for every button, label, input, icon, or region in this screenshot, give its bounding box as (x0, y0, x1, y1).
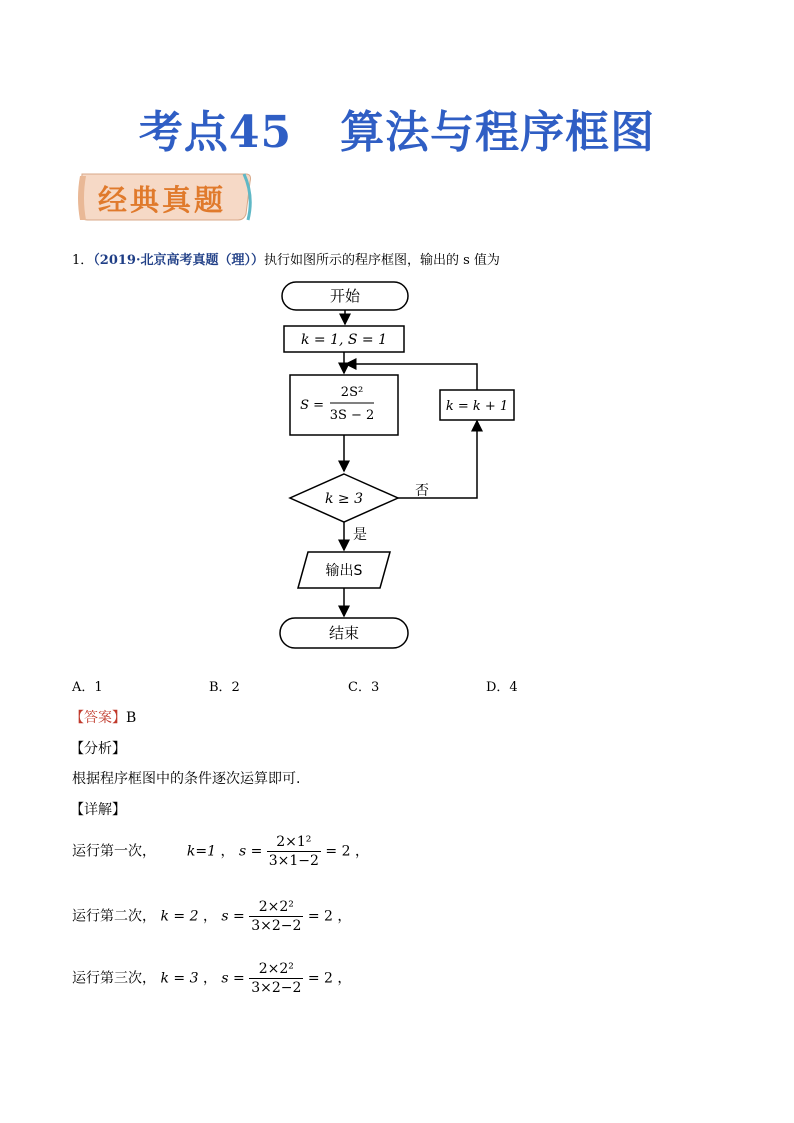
title-number: 45 (228, 107, 293, 158)
title-prefix: 考点 (138, 107, 229, 158)
flow-output-label: 输出S (325, 563, 363, 579)
run-result: = 2 (325, 843, 351, 860)
run-k: k=1 (186, 843, 217, 860)
flow-decision-label: k ≥ 3 (324, 491, 364, 507)
flow-yes-label: 是 (353, 527, 367, 543)
flow-no-label: 否 (415, 483, 429, 499)
flow-init-label: k = 1, S = 1 (300, 332, 388, 348)
analysis-tag: 【分析】 (70, 741, 126, 757)
run-k: k = 2 (160, 908, 199, 925)
flow-start-label: 开始 (329, 287, 361, 305)
run-numerator: 2×2² (249, 960, 303, 979)
run-label: 运行第一次， (72, 843, 156, 860)
analysis-text: 根据程序框图中的条件逐次运算即可. (72, 771, 301, 787)
flow-increment-label: k = k + 1 (445, 399, 509, 414)
title-topic: 算法与程序框图 (340, 107, 656, 158)
section-badge-label: 经典真题 (98, 183, 227, 217)
run-numerator: 2×2² (249, 898, 303, 917)
run-k: k = 3 (160, 970, 199, 987)
flow-end-label: 结束 (328, 624, 360, 642)
run-s: s = (221, 908, 245, 925)
page-title (0, 96, 794, 160)
option-c: C．3 (348, 680, 380, 695)
run-2: 运行第二次， k = 2 ， s = $\frac{\text{2×2²}}{3\times 2-2}$ = 2 ， (72, 899, 352, 934)
run-fraction (249, 898, 303, 935)
run-numerator: 2×1² (267, 833, 321, 852)
flowchart (270, 276, 530, 656)
run-end: ， (354, 843, 369, 860)
run-result: = 2 (307, 908, 333, 925)
answer-tag: 【答案】 (70, 710, 126, 726)
question-text: 执行如图所示的程序框图，输出的 s 值为 (264, 253, 500, 268)
run-denominator: 3×2−2 (251, 980, 302, 996)
run-s: s = (221, 970, 245, 987)
run-result: = 2 (307, 970, 333, 987)
flow-update-denominator: 3S − 2 (329, 408, 375, 423)
question-source: （2019·北京高考真题（理）） (93, 253, 264, 268)
option-a: A．1 (72, 680, 103, 695)
run-denominator: 3×1−2 (268, 853, 319, 869)
option-b: B．2 (209, 680, 240, 695)
run-end: ， (337, 908, 352, 925)
run-3: 运行第三次， k = 3 ， s = $\frac{\text{2×2²}}{3\times 2-2}$ = 2 ， (72, 961, 352, 996)
run-fraction (267, 833, 321, 870)
run-denominator: 3×2−2 (251, 918, 302, 934)
run-fraction (249, 960, 303, 997)
question-number: 1． (72, 253, 94, 268)
answer-line (70, 707, 136, 727)
question-line (72, 249, 500, 268)
flow-update-lhs: S = (300, 398, 324, 413)
detail-tag: 【详解】 (70, 802, 126, 818)
run-label: 运行第二次， (72, 908, 156, 925)
run-end: ， (337, 970, 352, 987)
answer-value: B (126, 710, 137, 726)
run-label: 运行第三次， (72, 970, 156, 987)
flow-update-numerator: 2S² (340, 385, 364, 400)
option-d: D．4 (486, 680, 518, 695)
run-1: 运行第一次， k=1 ， s = $\frac{\text{2×1²}}{3\times 1-2}$ = 2 ， (72, 834, 369, 869)
run-s: s = (238, 843, 263, 860)
